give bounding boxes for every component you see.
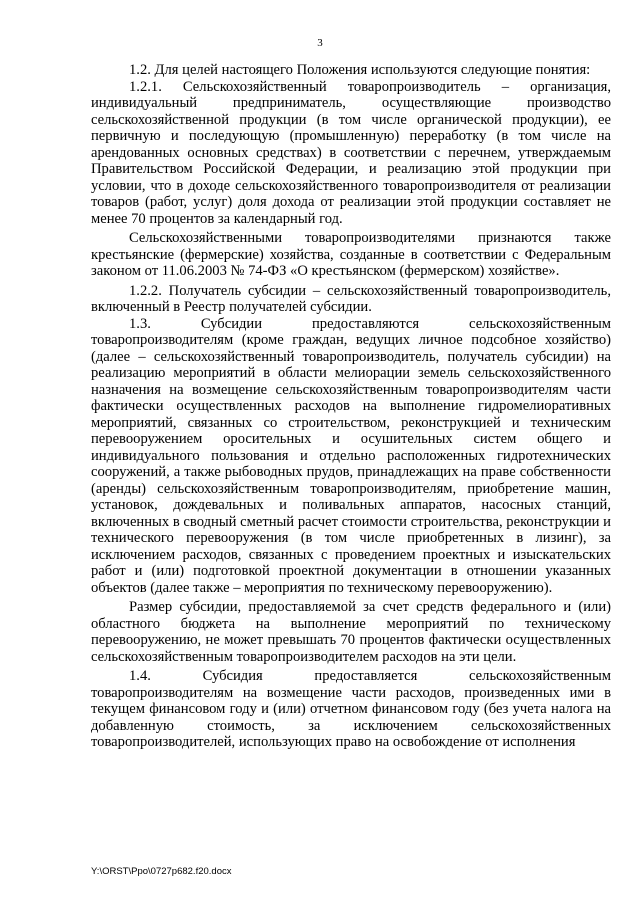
paragraph-1-2-1: 1.2.1. Сельскохозяйственный товаропроизводитель – организация, индивидуальный предприниматель, осуществляющие производство сельскохозяйственной продукции (в том числе органической продукции), ее первичную и последующую (промышленную) переработку (в том числе на арендованных основных средствах) в соответствии с перечнем, утверждаемым Правительством Российской Федерации, и реализацию этой продукции при условии, что в доходе сельскохозяйственного товаропроизводителя от реализации товаров (работ, услуг) доля дохода от реализации этой продукции составляет не менее 70 процентов за календарный год. xyxy=(91,78,611,227)
paragraph-subsidy-size: Размер субсидии, предоставляемой за счет средств федерального и (или) областного бюджета на выполнение мероприятий по техническому перевооружению, не может превышать 70 процентов фактически осуществленных сельскохозяйственным товаропроизводителем расходов на эти цели. xyxy=(91,599,611,665)
document-body xyxy=(91,62,611,751)
paragraph-farmers: Сельскохозяйственными товаропроизводителями признаются также крестьянские (фермерские) хозяйства, созданные в соответствии с Федеральным законом от 11.06.2003 № 74-ФЗ «О крестьянском (фермерском) хозяйстве». xyxy=(91,230,611,279)
paragraph-1-2-2: 1.2.2. Получатель субсидии – сельскохозяйственный товаропроизводитель, включенный в Реестр получателей субсидии. xyxy=(91,282,611,315)
page-number: 3 xyxy=(317,37,323,49)
paragraph-1-2: 1.2. Для целей настоящего Положения используются следующие понятия: xyxy=(129,62,591,78)
paragraph-1-4: 1.4. Субсидия предоставляется сельскохозяйственным товаропроизводителям на возмещение части расходов, произведенных ими в текущем финансовом году и (или) отчетном финансовом году (без учета налога на добавленную стоимость, за исключением сельскохозяйственных товаропроизводителей, использующих право на освобождение от исполнения xyxy=(91,668,611,750)
footer-file-path: Y:\ORST\Ppo\0727p682.f20.docx xyxy=(91,866,232,877)
paragraph-1-3: 1.3. Субсидии предоставляются сельскохозяйственным товаропроизводителям (кроме граждан, ведущих личное подсобное хозяйство) (далее – сельскохозяйственный товаропроизводитель, получатель субсидии) на реализацию мероприятий в области мелиорации земель сельскохозяйственного назначения на возмещение сельскохозяйственным товаропроизводителям части фактически осуществленных расходов на выполнение гидромелиоративных мероприятий, связанных со строительством, реконструкцией и техническим перевооружением оросительных и осушительных систем общего и индивидуального пользования и отдельно расположенных гидротехнических сооружений, а также рыбоводных прудов, принадлежащих на праве собственности (аренды) сельскохозяйственным товаропроизводителям, приобретение машин, установок, дождевальных и поливальных аппаратов, насосных станций, включенных в сводный сметный расчет стоимости строительства, реконструкции и технического перевооружения (в том числе приобретенных в лизинг), за исключением расходов, связанных с проведением проектных и изыскательских работ и (или) подготовкой проектной документации в отношении указанных объектов (далее также – мероприятия по техническому перевооружению). xyxy=(91,315,611,596)
